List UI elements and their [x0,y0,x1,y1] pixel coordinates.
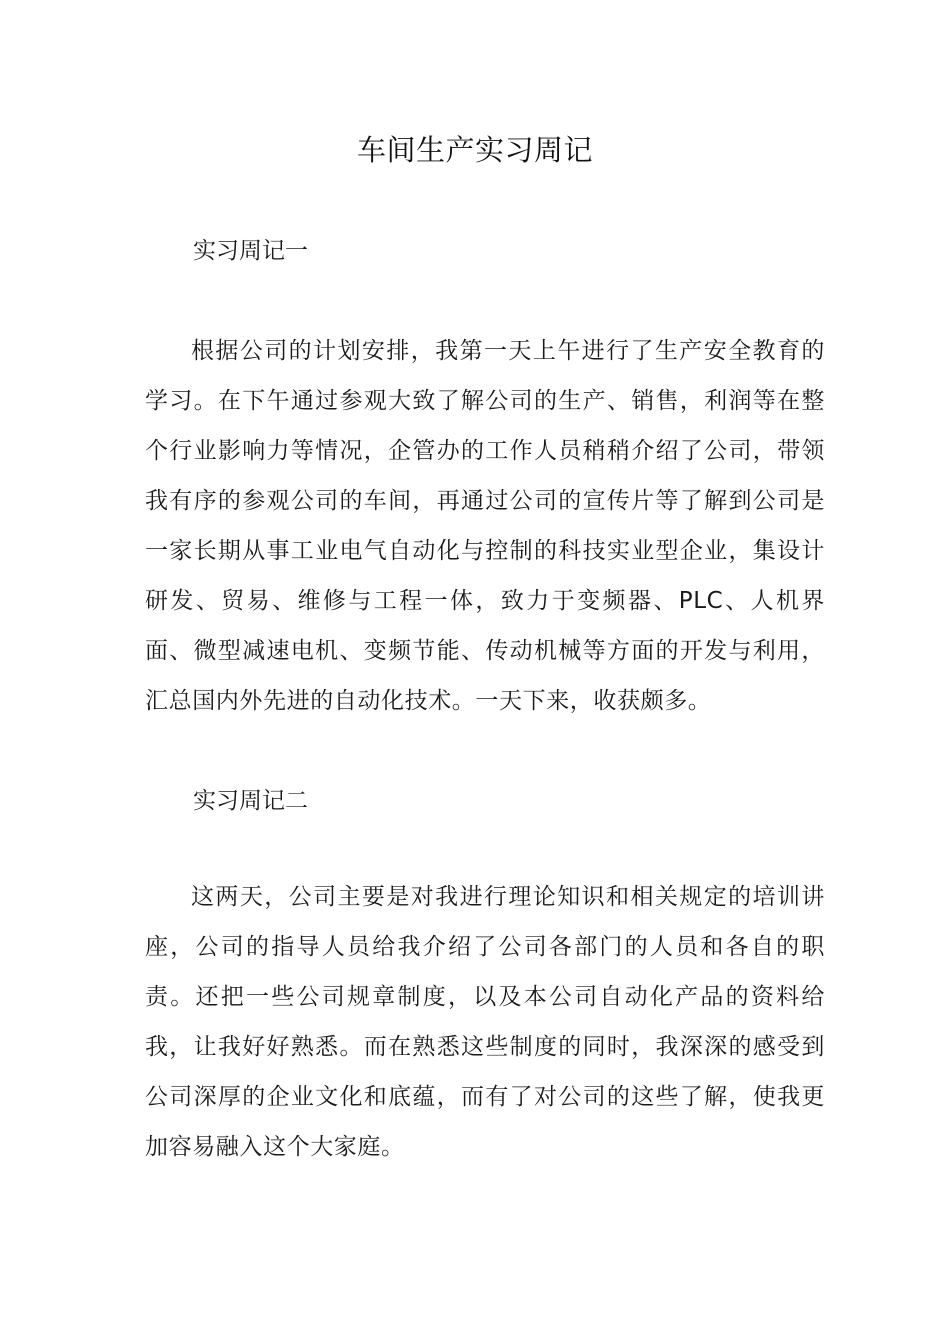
section-heading-2: 实习周记二 [193,788,308,814]
section-body-1: 根据公司的计划安排，我第一天上午进行了生产安全教育的学习。在下午通过参观大致了解公司的生产、销售，利润等在整个行业影响力等情况，企管办的工作人员稍稍介绍了公司，带领我有序的参观公司的车间，再通过公司的宣传片等了解到公司是一家长期从事工业电气自动化与控制的科技实业型企业，集设计研发、贸易、维修与工程一体，致力于变频器、PLC、人机界面、微型减速电机、变频节能、传动机械等方面的开发与利用，汇总国内外先进的自动化技术。一天下来，收获颇多。 [145,338,825,714]
section-body-2: 这两天，公司主要是对我进行理论知识和相关规定的培训讲座，公司的指导人员给我介绍了公司各部门的人员和各自的职责。还把一些公司规章制度，以及本公司自动化产品的资料给我，让我好好熟悉。而在熟悉这些制度的同时，我深深的感受到公司深厚的企业文化和底蕴，而有了对公司的这些了解，使我更加容易融入这个大家庭。 [145,884,825,1160]
section-heading-1: 实习周记一 [193,238,308,264]
document-title: 车间生产实习周记 [356,133,593,167]
